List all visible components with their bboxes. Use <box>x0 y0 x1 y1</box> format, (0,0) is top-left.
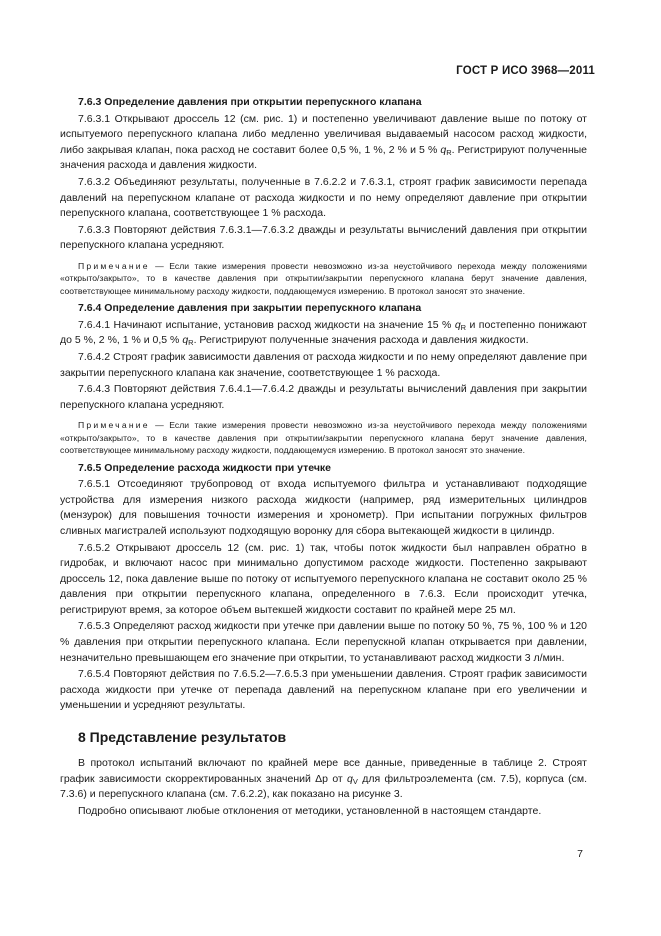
note-label: Примечание <box>78 260 150 271</box>
note-label: Примечание <box>78 420 150 431</box>
chapter-heading: 8 Представление результатов <box>78 729 287 746</box>
body-paragraph: 7.6.3.2 Объединяют результаты, полученные в 7.6.2.2 и 7.6.3.1, строят график зависимости перепада давлений на перепускном клапане от расхода жидкости и по нему определяют давление при открытии перепускного клапана, соответствующее 1 % расхода. <box>60 175 587 220</box>
body-paragraph: 7.6.3.3 Повторяют действия 7.6.3.1—7.6.3.2 дважды и результаты вычислений давления при открытии перепускного клапана усредняют. <box>60 223 587 252</box>
page-number: 7 <box>577 848 583 860</box>
body-paragraph: 7.6.5.1 Отсоединяют трубопровод от входа испытуемого фильтра и устанавливают подходящие устройства для измерения низкого расхода жидкости (например, ряд измерительных цилиндров (мензурок) для повышения точности измерения и хронометр). При испытании погружных фильтров сливных магистралей используют подходящую воронку для сбора вытекающей жидкости в цилиндр. <box>60 478 587 537</box>
body-paragraph: 7.6.5.2 Открывают дроссель 12 (см. рис. 1) так, чтобы поток жидкости был направлен обратно в гидробак, и включают насос при минимально допустимом расходе жидкости. Постепенно закрывают дроссель 12, пока давление выше по потоку от испытуемого перепускного клапана не составит около 25 % давления при открытии перепускного клапана, определенного в 7.6.3. Если происходит утечка, регистрируют время, за которое объем вытекшей жидкости составит по крайней мере 25 мл. <box>60 541 587 616</box>
document-header: ГОСТ Р ИСО 3968—2011 <box>456 65 595 77</box>
body-paragraph: 7.6.4.3 Повторяют действия 7.6.4.1—7.6.4.2 дважды и результаты вычислений давления при закрытии перепускного клапана усредняют. <box>60 383 587 411</box>
note-paragraph: Примечание — Если такие измерения провести невозможно из-за неустойчивого перехода между положениями «открыто/закрыто», то в качестве давления при открытии/закрытии перепускного клапана берут значение давления, соответствующее минимальному расходу жидкости, поддающемуся измерению. В протокол заносят это значение. <box>60 420 587 456</box>
body-paragraph: В протокол испытаний включают по крайней мере все данные, приведенные в таблице 2. Строят график зависимости скорректированных значений Δp от $q_V$ для фильтроэлемента (см. 7.5), корпуса (см. 7.3.6) и перепускного клапана (см. 7.6.2.2), как показано на рисунке 3. <box>60 757 587 801</box>
body-paragraph: 7.6.5.4 Повторяют действия по 7.6.5.2—7.6.5.3 при уменьшении давления. Строят график зависимости расхода жидкости при утечке от перепада давлений на перепускном клапане при его увеличении и уменьшении и усредняют результаты. <box>60 668 587 712</box>
body-paragraph: 7.6.3.1 Открывают дроссель 12 (см. рис. 1) и постепенно увеличивают давление выше по потоку от испытуемого перепускного клапана либо медленно увеличивая выдаваемый насосом расход жидкости, либо закрывая клапан, пока расход не составит более 0,5 %, 1 %, 2 % и 5 % $q_R$. Регистрируют полученные значения расхода и давления жидкости. <box>60 112 588 172</box>
note-paragraph: Примечание — Если такие измерения провести невозможно из-за неустойчивого перехода между положениями «открыто/закрыто», то в качестве давления при открытии/закрытии перепускного клапана берут значение давления, соответствующее минимальному расходу жидкости, поддающемуся измерению. В протокол заносят это значение. <box>60 260 587 296</box>
body-paragraph: 7.6.5.3 Определяют расход жидкости при утечке при давлении выше по потоку 50 %, 75 %, 100 % и 120 % давления при открытии перепускного клапана. Если перепускной клапан открывается при давлении, незначительно превышающем его значение при открытии, то устанавливают расход жидкости 3 л/мин. <box>60 620 587 664</box>
section-heading: 7.6.5 Определение расхода жидкости при утечке <box>78 461 332 474</box>
body-paragraph: 7.6.4.2 Строят график зависимости давления от расхода жидкости и по нему определяют давление при закрытии перепускного клапана как значение, соответствующее 1 % расхода. <box>60 350 587 379</box>
section-heading: 7.6.4 Определение давления при закрытии перепускного клапана <box>78 302 422 315</box>
body-paragraph: 7.6.4.1 Начинают испытание, установив расход жидкости на значение 15 % $q_R$ и постепенно понижают до 5 %, 2 %, 1 % и 0,5 % $q_R$. Регистрируют полученные значения расхода и давления жидкости. <box>60 318 587 348</box>
section-heading: 7.6.3 Определение давления при открытии перепускного клапана <box>78 96 422 108</box>
body-paragraph: Подробно описывают любые отклонения от методики, установленной в настоящем стандарте. <box>78 804 542 817</box>
document-body <box>60 93 587 819</box>
